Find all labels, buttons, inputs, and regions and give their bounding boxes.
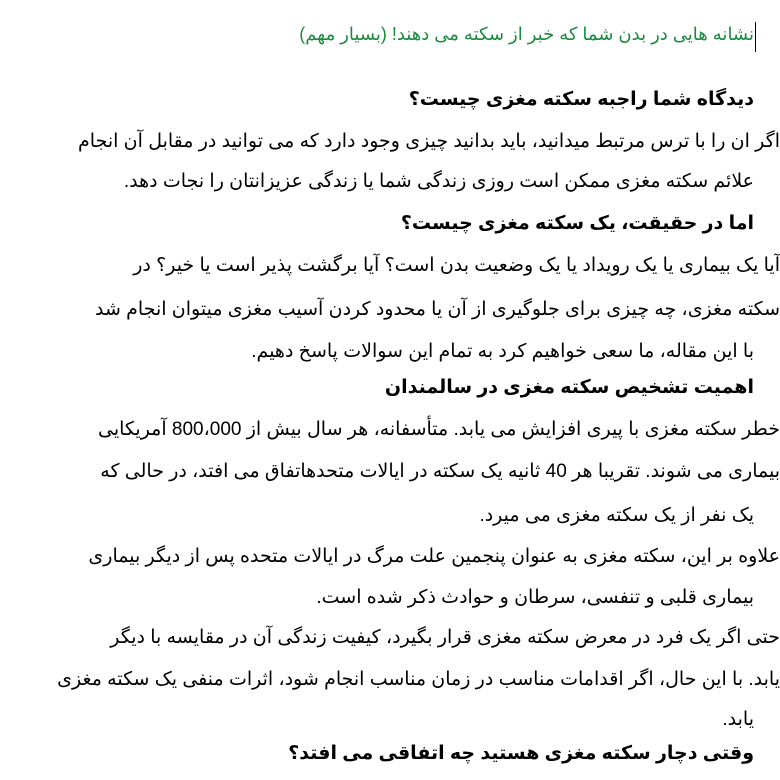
- paragraph-line: یک نفر از یک سکته مغزی می میرد.: [479, 505, 754, 526]
- paragraph-line: سکته مغزی، چه چیزی برای جلوگیری از آن یا محدود کردن آسیب مغزی میتوان انجام شد: [94, 299, 780, 320]
- paragraph-line: با این مقاله، ما سعی خواهیم کرد به تمام این سوالات پاسخ دهیم.: [251, 341, 754, 362]
- paragraph-line: خطر سکته مغزی با پیری افزایش می یابد. متأسفانه، هر سال بیش از 800،000 آمریکایی: [98, 419, 780, 440]
- heading-line: وقتی دچار سکته مغزی هستید چه اتفاقی می افتد؟: [288, 743, 754, 764]
- paragraph-line: آیا یک بیماری یا یک رویداد یا یک وضعیت بدن است؟ آیا برگشت پذیر است یا خیر؟ در: [133, 255, 780, 276]
- paragraph-line: یابد. با این حال، اگر اقدامات مناسب در زمان مناسب انجام شود، اثرات منفی یک سکته مغزی: [57, 669, 780, 690]
- heading-line: دیدگاه شما راجبه سکته مغزی چیست؟: [408, 89, 754, 110]
- heading-line: اهمیت تشخیص سکته مغزی در سالمندان: [384, 377, 754, 398]
- paragraph-line: بیماری می شوند. تقریبا هر 40 ثانیه یک سکته در ایالات متحدهاتفاق می افتد، در حالی که: [100, 461, 780, 482]
- paragraph-line: علائم سکته مغزی ممکن است روزی زندگی شما یا زندگی عزیزانتان را نجات دهد.: [123, 171, 754, 192]
- text-cursor: [755, 22, 757, 52]
- heading-line: اما در حقیقت، یک سکته مغزی چیست؟: [400, 213, 754, 234]
- paragraph-line: یابد.: [722, 709, 754, 730]
- document-title: نشانه هایی در بدن شما که خبر از سکته می دهند! (بسیار مهم): [299, 24, 754, 44]
- paragraph-line: حتی اگر یک فرد در معرض سکته مغزی قرار بگیرد، کیفیت زندگی آن در مقایسه با دیگر: [110, 627, 780, 648]
- paragraph-line: بیماری قلبی و تنفسی، سرطان و حوادث ذکر شده است.: [316, 587, 754, 608]
- paragraph-line: اگر ان را با ترس مرتبط میدانید، باید بدانید چیزی وجود دارد که می توانید در مقابل آن انجام: [78, 131, 780, 152]
- paragraph-line: علاوه بر این، سکته مغزی به عنوان پنجمین علت مرگ در ایالات متحده پس از دیگر بیماری: [88, 546, 780, 567]
